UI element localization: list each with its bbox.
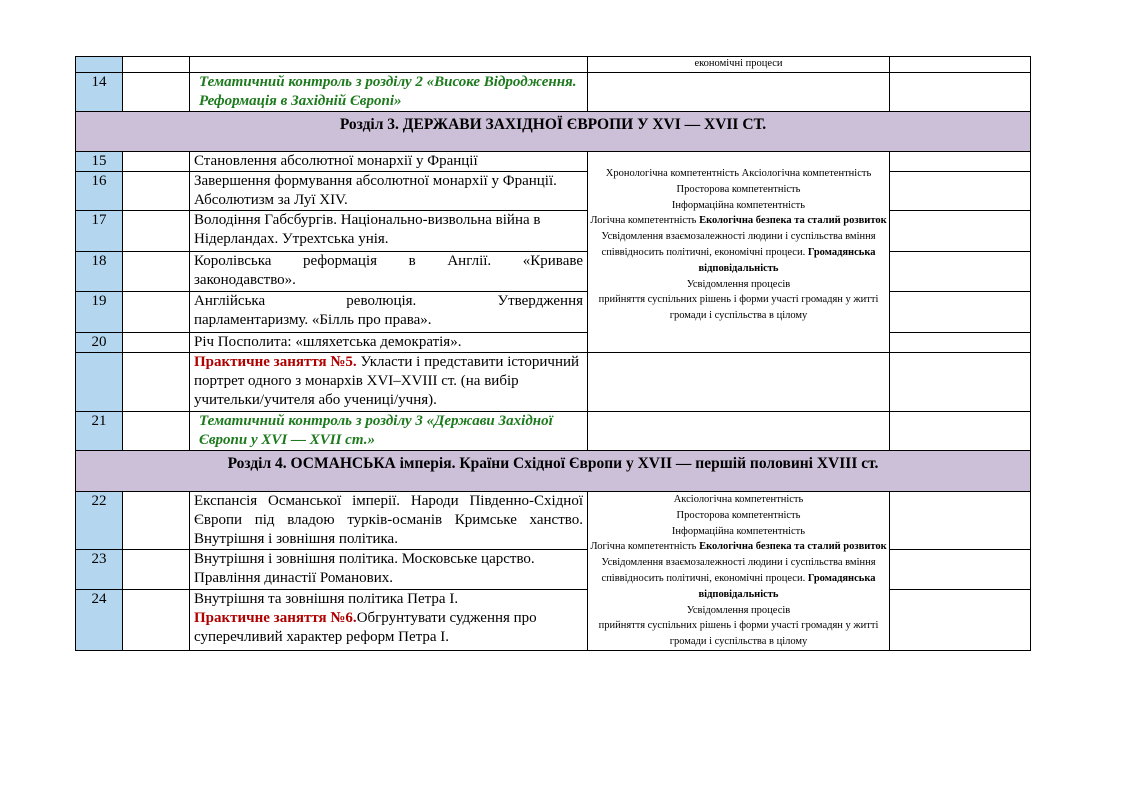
note-cell — [890, 333, 1031, 353]
note-cell — [890, 211, 1031, 252]
table-row — [76, 353, 1031, 412]
note-cell — [890, 57, 1031, 73]
table-row — [76, 492, 1031, 550]
competence-line: Усвідомлення процесів — [686, 278, 791, 290]
lesson-number: 17 — [76, 211, 123, 252]
table-row — [76, 73, 1031, 112]
note-cell — [890, 550, 1031, 590]
practical-label: Практичне заняття №5. — [194, 354, 357, 370]
lesson-number: 16 — [76, 172, 123, 211]
competence-line: прийняття суспільних рішень і форми участі громадян у житті громади і суспільства в цілому — [598, 620, 879, 648]
date-cell — [123, 412, 190, 451]
topic-cell: Річ Посполита: «шляхетська демократія». — [190, 333, 588, 353]
topic-cell: Внутрішня та зовнішня політика Петра I. Практичне заняття №6.Обгрунтувати судження про суперечливий характер реформ Петра I. — [190, 590, 588, 651]
topic-cell: Володіння Габсбургів. Національно-визвольна війна в Нідерландах. Утрехтська унія. — [190, 211, 588, 252]
note-cell — [890, 172, 1031, 211]
topic-cell: Королівська реформація в Англії. «Криваве законодавство». — [190, 252, 588, 292]
date-cell — [123, 550, 190, 590]
topic-cell — [190, 412, 588, 451]
lesson-number: 15 — [76, 152, 123, 172]
note-cell — [890, 152, 1031, 172]
lesson-number: 14 — [76, 73, 123, 112]
topic-cell: Становлення абсолютної монархії у Франції — [190, 152, 588, 172]
competence-line: Логічна компетентність Екологічна безпека та сталий розвиток Усвідомлення взаємозалежності людини і суспільства вміння співвідносить політичні, економічні процеси. Громадянська відповідальність — [590, 541, 887, 600]
table-row — [76, 57, 1031, 73]
thematic-control-text: Тематичний контроль з розділу 2 «Високе Відродження. Реформація в Західній Європі» — [199, 74, 577, 109]
topic-cell: Внутрішня і зовнішня політика. Московське царство. Правління династії Романових. — [190, 550, 588, 590]
section-title: Розділ 3. ДЕРЖАВИ ЗАХІДНОЇ ЄВРОПИ У XVI — XVII СТ. — [76, 112, 1031, 152]
note-cell — [890, 492, 1031, 550]
practical-text: Обгрунтувати судження про суперечливий характер реформ Петра I. — [194, 610, 537, 645]
competence-cell: економічні процеси — [588, 57, 890, 73]
competence-line: прийняття суспільних рішень і форми участі громадян у житті громади і суспільства в цілому — [598, 294, 879, 322]
competence-line: Просторова компетентність — [676, 183, 801, 195]
competence-cell — [588, 412, 890, 451]
topic-cell — [190, 73, 588, 112]
lesson-number: 22 — [76, 492, 123, 550]
lesson-number: 24 — [76, 590, 123, 651]
date-cell — [123, 73, 190, 112]
date-cell — [123, 57, 190, 73]
topic-cell — [190, 353, 588, 412]
lesson-number: 23 — [76, 550, 123, 590]
note-cell — [890, 412, 1031, 451]
section-row — [76, 112, 1031, 152]
practical-text: Укласти і представити історичний портрет одного з монархів XVI–XVIII ст. (на вибір учительки/учителя або учениці/учня). — [194, 354, 580, 408]
date-cell — [123, 492, 190, 550]
competence-line: Аксіологічна компетентність — [673, 494, 804, 505]
number-cell — [76, 57, 123, 73]
note-cell — [890, 292, 1031, 333]
lesson-number: 21 — [76, 412, 123, 451]
competence-cell — [588, 492, 890, 651]
topic-cell — [190, 57, 588, 73]
note-cell — [890, 252, 1031, 292]
date-cell — [123, 590, 190, 651]
date-cell — [123, 172, 190, 211]
practical-label: Практичне заняття №6. — [194, 610, 357, 626]
competence-line: Інформаційна компетентність — [671, 199, 806, 211]
date-cell — [123, 353, 190, 412]
competence-line: Просторова компетентність — [676, 509, 801, 521]
date-cell — [123, 252, 190, 292]
section-row — [76, 451, 1031, 492]
competence-line: Логічна компетентність Екологічна безпека та сталий розвиток Усвідомлення взаємозалежності людини і суспільства вміння співвідносить політичні, економічні процеси. Громадянська відповідальність — [590, 215, 887, 274]
note-cell — [890, 353, 1031, 412]
topic-cell: Експансія Османської імперії. Народи Південно-Східної Європи під владою турків-османів Кримське ханство. Внутрішня і зовнішня політика. — [190, 492, 588, 550]
note-cell — [890, 590, 1031, 651]
table-row — [76, 152, 1031, 172]
competence-line: Інформаційна компетентність — [671, 525, 806, 537]
date-cell — [123, 152, 190, 172]
table-row — [76, 412, 1031, 451]
topic-cell: Завершення формування абсолютної монархії у Франції. Абсолютизм за Луї XIV. — [190, 172, 588, 211]
competence-cell — [588, 73, 890, 112]
section-title: Розділ 4. ОСМАНСЬКА імперія. Країни Східної Європи у XVII — першій половині XVIII ст. — [76, 451, 1031, 492]
date-cell — [123, 211, 190, 252]
note-cell — [890, 73, 1031, 112]
lesson-number: 19 — [76, 292, 123, 333]
thematic-control-text: Тематичний контроль з розділу 3 «Держави Західної Європи у XVI — XVII ст.» — [199, 413, 553, 448]
competence-line: Хронологічна компетентність Аксіологічна компетентність — [605, 168, 872, 179]
lesson-number: 18 — [76, 252, 123, 292]
number-cell — [76, 353, 123, 412]
date-cell — [123, 333, 190, 353]
date-cell — [123, 292, 190, 333]
curriculum-table — [75, 56, 1031, 651]
lesson-number: 20 — [76, 333, 123, 353]
competence-cell — [588, 152, 890, 353]
competence-cell — [588, 353, 890, 412]
competence-line: Усвідомлення процесів — [686, 604, 791, 616]
topic-cell: Англійська революція. Утвердження парламентаризму. «Білль про права». — [190, 292, 588, 333]
